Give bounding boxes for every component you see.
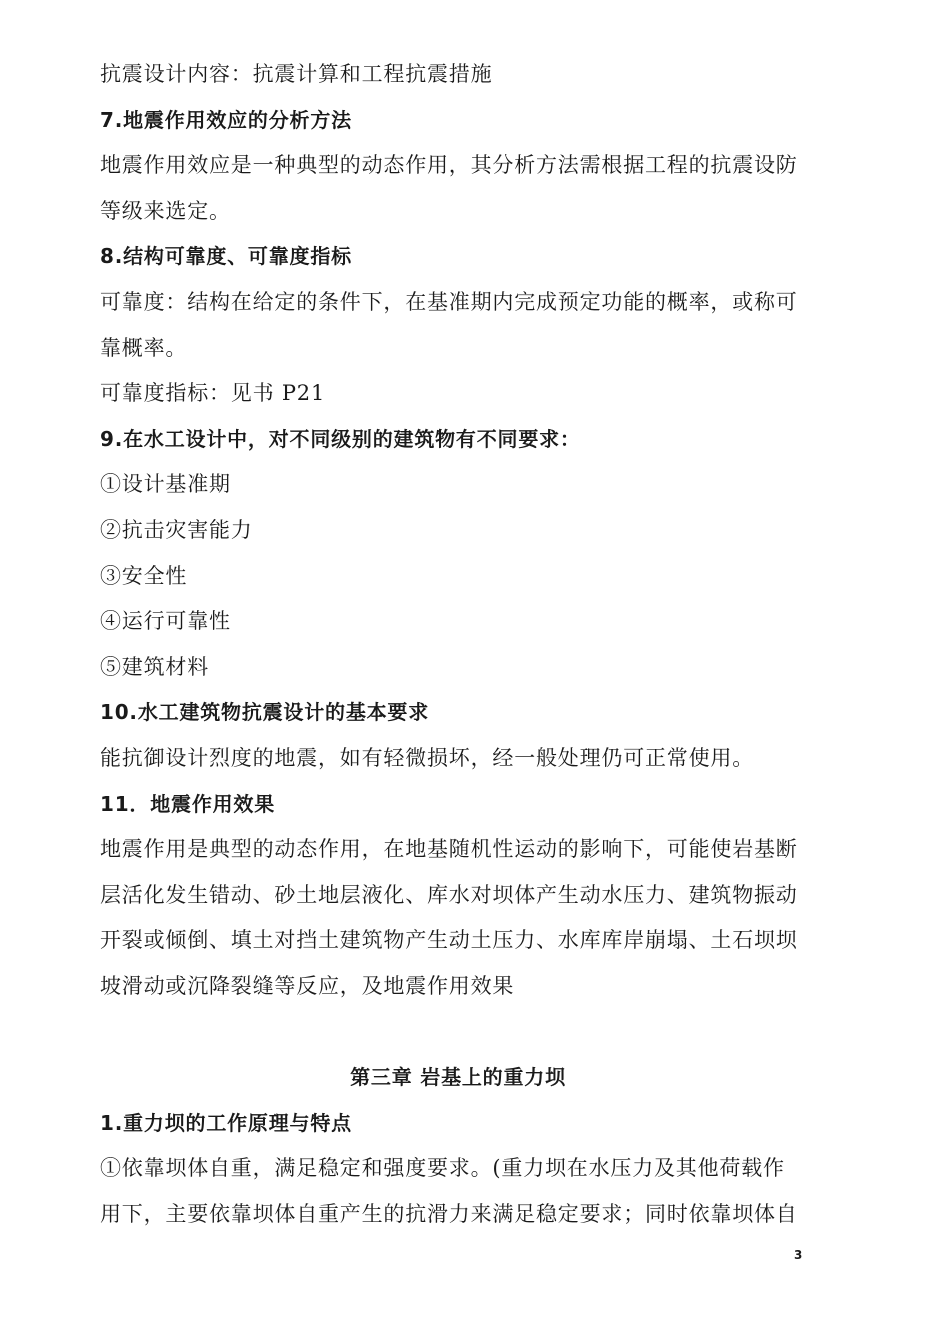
section-heading-1: 1.重力坝的工作原理与特点: [100, 1110, 352, 1135]
text-line: 靠概率。: [100, 335, 188, 360]
list-item: ①设计基准期: [100, 472, 231, 497]
text-line: 可靠度指标：见书 P21: [100, 381, 326, 406]
document-body: [100, 52, 816, 1237]
section-heading-7: 7.地震作用效应的分析方法: [100, 107, 352, 132]
text-line: ①依靠坝体自重，满足稳定和强度要求。(重力坝在水压力及其他荷载作: [100, 1156, 785, 1181]
text-line: 能抗御设计烈度的地震，如有轻微损坏，经一般处理仍可正常使用。: [100, 745, 754, 770]
text-line: 坡滑动或沉降裂缝等反应，及地震作用效果: [100, 973, 515, 998]
text-line: 地震作用是典型的动态作用，在地基随机性运动的影响下，可能使岩基断: [100, 837, 798, 862]
section-heading-8: 8.结构可靠度、可靠度指标: [100, 244, 352, 269]
section-heading-9: 9.在水工设计中，对不同级别的建筑物有不同要求：: [100, 426, 581, 451]
chapter-title: 第三章 岩基上的重力坝: [350, 1065, 566, 1090]
text-line: 层活化发生错动、砂土地层液化、库水对坝体产生动水压力、建筑物振动: [100, 882, 798, 907]
list-item: ③安全性: [100, 563, 188, 588]
text-line: 可靠度：结构在给定的条件下，在基准期内完成预定功能的概率，或称可: [100, 289, 798, 314]
list-item: ④运行可靠性: [100, 609, 231, 634]
section-heading-10: 10.水工建筑物抗震设计的基本要求: [100, 700, 430, 725]
text-line: 抗震设计内容：抗震计算和工程抗震措施: [100, 62, 493, 86]
text-line: 开裂或倾倒、填土对挡土建筑物产生动土压力、水库库岸崩塌、土石坝坝: [100, 928, 798, 953]
list-item: ②抗击灾害能力: [100, 517, 253, 542]
text-line: 地震作用效应是一种典型的动态作用，其分析方法需根据工程的抗震设防: [100, 153, 798, 178]
text-line: 等级来选定。: [100, 198, 231, 223]
text-line: 用下，主要依靠坝体自重产生的抗滑力来满足稳定要求；同时依靠坝体自: [100, 1201, 798, 1226]
page-number: 3: [794, 1248, 803, 1262]
list-item: ⑤建筑材料: [100, 654, 209, 679]
section-heading-11: 11．地震作用效果: [100, 791, 276, 816]
